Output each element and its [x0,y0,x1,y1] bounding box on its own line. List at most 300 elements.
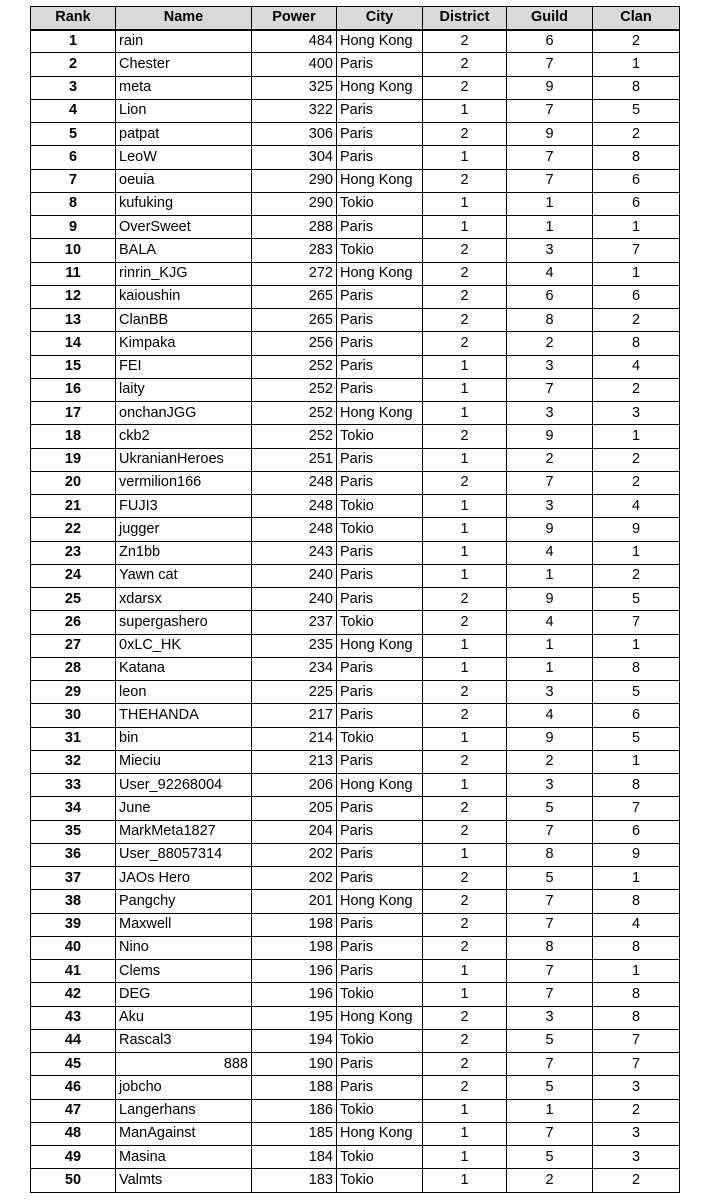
cell-city: Paris [337,867,423,890]
table-row [31,495,680,518]
cell-city: Paris [337,936,423,959]
table-row [31,332,680,355]
cell-name: LeoW [116,146,252,169]
table-row [31,123,680,146]
cell-power: 185 [252,1122,337,1145]
cell-district: 2 [423,797,507,820]
cell-clan: 5 [593,99,680,122]
cell-clan: 1 [593,216,680,239]
cell-power: 400 [252,53,337,76]
cell-city: Paris [337,332,423,355]
cell-rank: 19 [31,448,116,471]
cell-name: User_92268004 [116,774,252,797]
table-row [31,239,680,262]
table-row [31,192,680,215]
cell-clan: 6 [593,285,680,308]
table-row [31,843,680,866]
cell-power: 196 [252,960,337,983]
cell-city: Hong Kong [337,1122,423,1145]
cell-city: Paris [337,750,423,773]
cell-city: Tokio [337,1146,423,1169]
table-row [31,471,680,494]
cell-rank: 46 [31,1076,116,1099]
cell-guild: 1 [507,216,593,239]
cell-city: Paris [337,541,423,564]
cell-rank: 4 [31,99,116,122]
cell-city: Hong Kong [337,634,423,657]
cell-rank: 29 [31,681,116,704]
cell-city: Tokio [337,518,423,541]
cell-clan: 6 [593,704,680,727]
cell-city: Paris [337,657,423,680]
cell-guild: 8 [507,936,593,959]
table-row [31,681,680,704]
cell-district: 1 [423,1146,507,1169]
cell-city: Paris [337,704,423,727]
cell-power: 290 [252,169,337,192]
cell-city: Paris [337,448,423,471]
cell-clan: 8 [593,76,680,99]
cell-district: 1 [423,99,507,122]
cell-city: Paris [337,471,423,494]
table-row [31,1076,680,1099]
table-row [31,378,680,401]
cell-clan: 8 [593,657,680,680]
table-row [31,1006,680,1029]
cell-city: Hong Kong [337,402,423,425]
cell-clan: 1 [593,541,680,564]
cell-district: 1 [423,402,507,425]
cell-guild: 7 [507,983,593,1006]
cell-city: Tokio [337,239,423,262]
cell-name: meta [116,76,252,99]
cell-guild: 3 [507,495,593,518]
cell-name: patpat [116,123,252,146]
cell-city: Hong Kong [337,169,423,192]
cell-rank: 49 [31,1146,116,1169]
cell-rank: 14 [31,332,116,355]
cell-rank: 38 [31,890,116,913]
header-city: City [337,7,423,30]
cell-rank: 41 [31,960,116,983]
cell-district: 1 [423,378,507,401]
cell-district: 1 [423,541,507,564]
cell-power: 205 [252,797,337,820]
cell-clan: 4 [593,495,680,518]
cell-district: 1 [423,1122,507,1145]
cell-clan: 9 [593,843,680,866]
cell-rank: 25 [31,588,116,611]
cell-clan: 4 [593,355,680,378]
cell-rank: 43 [31,1006,116,1029]
cell-clan: 1 [593,867,680,890]
cell-rank: 36 [31,843,116,866]
cell-rank: 15 [31,355,116,378]
cell-rank: 39 [31,913,116,936]
cell-power: 322 [252,99,337,122]
cell-power: 248 [252,518,337,541]
cell-city: Paris [337,588,423,611]
table-row [31,960,680,983]
cell-name: Maxwell [116,913,252,936]
cell-power: 188 [252,1076,337,1099]
cell-rank: 2 [31,53,116,76]
cell-name: supergashero [116,611,252,634]
cell-name: ClanBB [116,309,252,332]
cell-power: 251 [252,448,337,471]
cell-clan: 2 [593,564,680,587]
cell-name: rain [116,30,252,53]
cell-clan: 2 [593,123,680,146]
cell-guild: 3 [507,681,593,704]
table-row [31,634,680,657]
cell-clan: 5 [593,588,680,611]
cell-power: 248 [252,495,337,518]
cell-district: 2 [423,425,507,448]
cell-name: FEI [116,355,252,378]
cell-guild: 7 [507,471,593,494]
cell-clan: 1 [593,425,680,448]
table-row [31,564,680,587]
cell-rank: 44 [31,1029,116,1052]
cell-power: 217 [252,704,337,727]
cell-city: Paris [337,1076,423,1099]
cell-name: 0xLC_HK [116,634,252,657]
cell-city: Tokio [337,495,423,518]
cell-rank: 23 [31,541,116,564]
cell-clan: 3 [593,1122,680,1145]
cell-city: Paris [337,216,423,239]
table-row [31,262,680,285]
cell-rank: 8 [31,192,116,215]
cell-district: 1 [423,727,507,750]
cell-clan: 2 [593,1099,680,1122]
cell-name: FUJI3 [116,495,252,518]
cell-district: 2 [423,76,507,99]
cell-name: Zn1bb [116,541,252,564]
cell-power: 265 [252,309,337,332]
cell-power: 198 [252,913,337,936]
cell-guild: 2 [507,332,593,355]
cell-rank: 33 [31,774,116,797]
table-row [31,936,680,959]
cell-name: JAOs Hero [116,867,252,890]
cell-guild: 5 [507,1029,593,1052]
cell-power: 240 [252,564,337,587]
cell-clan: 1 [593,634,680,657]
cell-district: 2 [423,1029,507,1052]
cell-district: 2 [423,169,507,192]
cell-district: 1 [423,983,507,1006]
cell-power: 235 [252,634,337,657]
cell-district: 2 [423,1076,507,1099]
cell-power: 206 [252,774,337,797]
cell-district: 2 [423,332,507,355]
cell-district: 2 [423,820,507,843]
header-rank: Rank [31,7,116,30]
cell-clan: 8 [593,774,680,797]
cell-city: Paris [337,797,423,820]
table-row [31,355,680,378]
cell-power: 272 [252,262,337,285]
cell-power: 256 [252,332,337,355]
cell-power: 325 [252,76,337,99]
cell-name: ckb2 [116,425,252,448]
cell-clan: 2 [593,309,680,332]
cell-name: Chester [116,53,252,76]
cell-clan: 5 [593,681,680,704]
cell-city: Hong Kong [337,76,423,99]
cell-city: Paris [337,681,423,704]
cell-power: 225 [252,681,337,704]
cell-guild: 2 [507,1169,593,1192]
cell-clan: 6 [593,820,680,843]
cell-city: Paris [337,820,423,843]
header-power: Power [252,7,337,30]
cell-clan: 7 [593,1029,680,1052]
table-row [31,1029,680,1052]
cell-clan: 5 [593,727,680,750]
cell-city: Hong Kong [337,30,423,53]
cell-guild: 2 [507,448,593,471]
cell-city: Hong Kong [337,890,423,913]
cell-city: Tokio [337,1029,423,1052]
cell-rank: 11 [31,262,116,285]
table-row [31,657,680,680]
table-row [31,1169,680,1192]
cell-power: 194 [252,1029,337,1052]
cell-rank: 3 [31,76,116,99]
cell-clan: 3 [593,402,680,425]
cell-clan: 3 [593,1146,680,1169]
table-row [31,169,680,192]
cell-rank: 37 [31,867,116,890]
cell-name: Lion [116,99,252,122]
cell-rank: 34 [31,797,116,820]
cell-rank: 48 [31,1122,116,1145]
cell-guild: 7 [507,820,593,843]
cell-power: 288 [252,216,337,239]
cell-city: Hong Kong [337,774,423,797]
cell-rank: 30 [31,704,116,727]
cell-city: Hong Kong [337,262,423,285]
cell-district: 2 [423,471,507,494]
cell-guild: 5 [507,797,593,820]
cell-clan: 2 [593,30,680,53]
cell-guild: 4 [507,704,593,727]
cell-name: Kimpaka [116,332,252,355]
cell-city: Hong Kong [337,1006,423,1029]
cell-district: 2 [423,123,507,146]
cell-guild: 6 [507,30,593,53]
cell-name: laity [116,378,252,401]
table-row [31,99,680,122]
cell-rank: 47 [31,1099,116,1122]
table-row [31,76,680,99]
cell-name: kufuking [116,192,252,215]
cell-clan: 8 [593,332,680,355]
cell-district: 1 [423,774,507,797]
cell-clan: 8 [593,146,680,169]
cell-name: Yawn cat [116,564,252,587]
cell-district: 2 [423,1053,507,1076]
table-row [31,820,680,843]
cell-name: Aku [116,1006,252,1029]
table-row [31,518,680,541]
cell-guild: 6 [507,285,593,308]
cell-power: 237 [252,611,337,634]
table-row [31,588,680,611]
cell-name: Pangchy [116,890,252,913]
table-row [31,53,680,76]
cell-name: Katana [116,657,252,680]
cell-guild: 1 [507,192,593,215]
cell-district: 1 [423,960,507,983]
cell-power: 186 [252,1099,337,1122]
cell-city: Paris [337,309,423,332]
cell-city: Tokio [337,192,423,215]
cell-power: 252 [252,355,337,378]
cell-power: 484 [252,30,337,53]
cell-power: 183 [252,1169,337,1192]
cell-guild: 5 [507,867,593,890]
cell-guild: 7 [507,1053,593,1076]
cell-district: 2 [423,913,507,936]
cell-rank: 31 [31,727,116,750]
cell-city: Paris [337,1053,423,1076]
table-row [31,1053,680,1076]
cell-name: June [116,797,252,820]
cell-clan: 1 [593,750,680,773]
cell-power: 240 [252,588,337,611]
cell-guild: 8 [507,843,593,866]
cell-power: 195 [252,1006,337,1029]
cell-name: 888 [116,1053,252,1076]
cell-power: 201 [252,890,337,913]
cell-rank: 10 [31,239,116,262]
header-clan: Clan [593,7,680,30]
cell-district: 2 [423,704,507,727]
cell-rank: 12 [31,285,116,308]
cell-guild: 3 [507,402,593,425]
cell-city: Paris [337,960,423,983]
cell-district: 2 [423,285,507,308]
cell-name: Langerhans [116,1099,252,1122]
cell-name: Nino [116,936,252,959]
cell-district: 1 [423,355,507,378]
cell-clan: 7 [593,1053,680,1076]
cell-name: ManAgainst [116,1122,252,1145]
cell-power: 196 [252,983,337,1006]
cell-power: 265 [252,285,337,308]
cell-guild: 7 [507,146,593,169]
cell-city: Paris [337,123,423,146]
cell-rank: 22 [31,518,116,541]
cell-clan: 8 [593,890,680,913]
cell-district: 2 [423,588,507,611]
cell-clan: 7 [593,611,680,634]
cell-guild: 3 [507,239,593,262]
cell-district: 2 [423,30,507,53]
cell-guild: 7 [507,378,593,401]
cell-city: Tokio [337,1169,423,1192]
header-name: Name [116,7,252,30]
cell-clan: 9 [593,518,680,541]
table-row [31,750,680,773]
cell-name: jugger [116,518,252,541]
ranking-table [30,6,680,1193]
cell-rank: 32 [31,750,116,773]
cell-clan: 6 [593,192,680,215]
cell-name: kaioushin [116,285,252,308]
cell-clan: 1 [593,262,680,285]
cell-guild: 7 [507,960,593,983]
cell-rank: 7 [31,169,116,192]
cell-clan: 6 [593,169,680,192]
cell-district: 1 [423,1099,507,1122]
cell-rank: 1 [31,30,116,53]
cell-guild: 1 [507,1099,593,1122]
table-row [31,1099,680,1122]
cell-power: 213 [252,750,337,773]
cell-city: Tokio [337,425,423,448]
header-district: District [423,7,507,30]
cell-district: 1 [423,448,507,471]
cell-guild: 9 [507,76,593,99]
cell-power: 306 [252,123,337,146]
cell-rank: 35 [31,820,116,843]
table-row [31,1122,680,1145]
cell-guild: 5 [507,1076,593,1099]
cell-guild: 3 [507,1006,593,1029]
cell-name: bin [116,727,252,750]
cell-rank: 28 [31,657,116,680]
cell-clan: 3 [593,1076,680,1099]
cell-guild: 4 [507,541,593,564]
cell-name: rinrin_KJG [116,262,252,285]
cell-rank: 5 [31,123,116,146]
cell-guild: 1 [507,634,593,657]
cell-district: 2 [423,611,507,634]
cell-guild: 7 [507,890,593,913]
cell-guild: 3 [507,774,593,797]
cell-guild: 3 [507,355,593,378]
cell-district: 1 [423,1169,507,1192]
cell-city: Paris [337,285,423,308]
cell-clan: 8 [593,936,680,959]
cell-power: 204 [252,820,337,843]
cell-district: 2 [423,53,507,76]
table-row [31,402,680,425]
table-row [31,30,680,53]
table-row [31,913,680,936]
cell-name: xdarsx [116,588,252,611]
cell-district: 1 [423,634,507,657]
cell-guild: 8 [507,309,593,332]
cell-guild: 7 [507,1122,593,1145]
cell-name: Rascal3 [116,1029,252,1052]
table-row [31,774,680,797]
cell-power: 248 [252,471,337,494]
cell-rank: 20 [31,471,116,494]
cell-name: User_88057314 [116,843,252,866]
cell-guild: 5 [507,1146,593,1169]
table-row [31,541,680,564]
cell-power: 198 [252,936,337,959]
cell-city: Tokio [337,611,423,634]
cell-guild: 9 [507,425,593,448]
cell-district: 2 [423,681,507,704]
